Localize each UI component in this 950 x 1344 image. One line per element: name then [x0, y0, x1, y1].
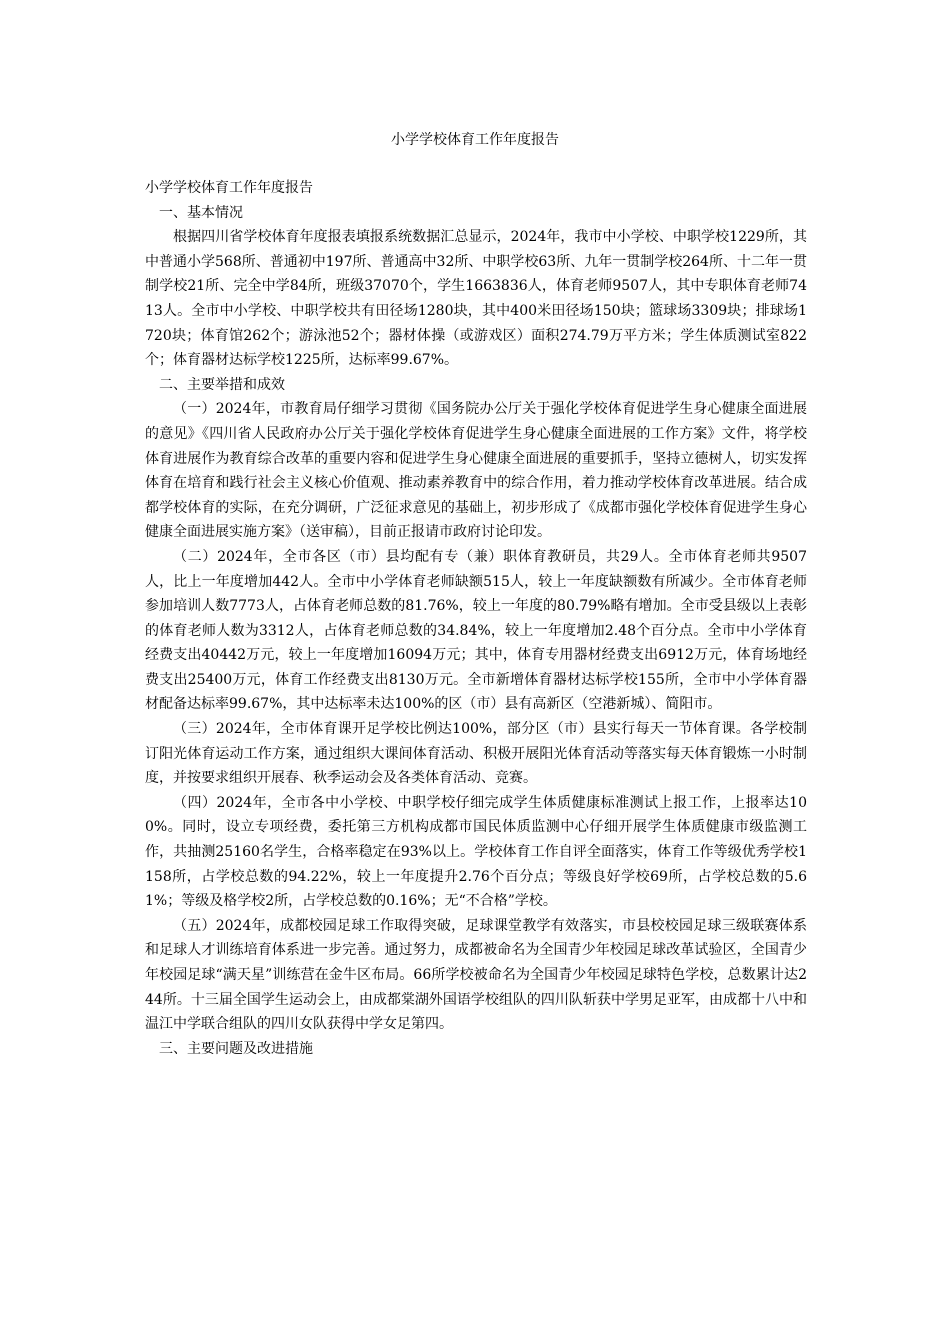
paragraph-basic-info: 根据四川省学校体育年度报表填报系统数据汇总显示，2024年，我市中小学校、中职学校1229所，其中普通小学568所、普通初中197所、普通高中32所、中职学校63所、九年一贯制学校264所、十二年一贯制学校21所、完全中学84所，班级37070个，学生1663836人，体育老师9507人，其中专职体育老师7413人。全市中小学校、中职学校共有田径场1280块，其中400米田径场150块；篮球场3309块；排球场1720块；体育馆262个；游泳池52个；器材体操（或游戏区）面积274.79万平方米；学生体质测试室822个；体育器材达标学校1225所，达标率99.67%。 [145, 229, 807, 369]
document-subtitle: 小学学校体育工作年度报告 [145, 180, 313, 196]
paragraph-measure-1: （一）2024年，市教育局仔细学习贯彻《国务院办公厅关于强化学校体育促进学生身心健康全面进展的意见》《四川省人民政府办公厅关于强化学校体育促进学生身心健康全面进展的工作方案》文件，将学校体育进展作为教育综合改革的重要内容和促进学生身心健康全面进展的重要抓手，坚持立德树人，切实发挥体育在培育和践行社会主义核心价值观、推动素养教育中的综合作用，着力推动学校体育改革进展。结合成都学校体育的实际，在充分调研，广泛征求意见的基础上，初步形成了《成都市强化学校体育促进学生身心健康全面进展实施方案》（送审稿），目前正报请市政府讨论印发。 [145, 401, 807, 541]
document-title: 小学学校体育工作年度报告 [391, 132, 559, 148]
section-heading-problems: 三、主要问题及改进措施 [159, 1040, 313, 1057]
section-heading-basic-info: 一、基本情况 [159, 204, 243, 221]
paragraph-measure-3: （三）2024年，全市体育课开足学校比例达100%，部分区（市）县实行每天一节体育课。各学校制订阳光体育运动工作方案，通过组织大课间体育活动、积极开展阳光体育活动等落实每天体育锻炼一小时制度，并按要求组织开展春、秋季运动会及各类体育活动、竞赛。 [145, 721, 807, 787]
paragraph-measure-2: （二）2024年，全市各区（市）县均配有专（兼）职体育教研员，共29人。全市体育老师共9507人，比上一年度增加442人。全市中小学体育老师缺额515人，较上一年度缺额数有所减少。全市体育老师参加培训人数7773人，占体育老师总数的81.76%，较上一年度的80.79%略有增加。全市受县级以上表彰的体育老师人数为3312人，占体育老师总数的34.84%，较上一年度增加2.48个百分点。全市中小学体育经费支出40442万元，较上一年度增加16094万元；其中，体育专用器材经费支出6912万元，体育场地经费支出25400万元，体育工作经费支出8130万元。全市新增体育器材达标学校155所，全市中小学体育器材配备达标率99.67%，其中达标率未达100%的区（市）县有高新区（空港新城）、简阳市。 [145, 548, 807, 713]
paragraph-measure-5: （五）2024年，成都校园足球工作取得突破，足球课堂教学有效落实，市县校校园足球三级联赛体系和足球人才训练培育体系进一步完善。通过努力，成都被命名为全国青少年校园足球改革试验区，全国青少年校园足球“满天星”训练营在金牛区布局。66所学校被命名为全国青少年校园足球特色学校，总数累计达244所。十三届全国学生运动会上，由成都棠湖外国语学校组队的四川队斩获中学男足亚军，由成都十八中和温江中学联合组队的四川女队获得中学女足第四。 [145, 917, 807, 1033]
section-heading-measures: 二、主要举措和成效 [159, 376, 285, 393]
document-body [145, 176, 807, 1061]
paragraph-measure-4: （四）2024年，全市各中小学校、中职学校仔细完成学生体质健康标准测试上报工作，上报率达100%。同时，设立专项经费，委托第三方机构成都市国民体质监测中心仔细开展学生体质健康市级监测工作，共抽测25160名学生，合格率稳定在93%以上。学校体育工作自评全面落实，体育工作等级优秀学校1158所，占学校总数的94.22%，较上一年度提升2.76个百分点；等级良好学校69所，占学校总数的5.61%；等级及格学校2所，占学校总数的0.16%；无“不合格”学校。 [145, 794, 807, 910]
